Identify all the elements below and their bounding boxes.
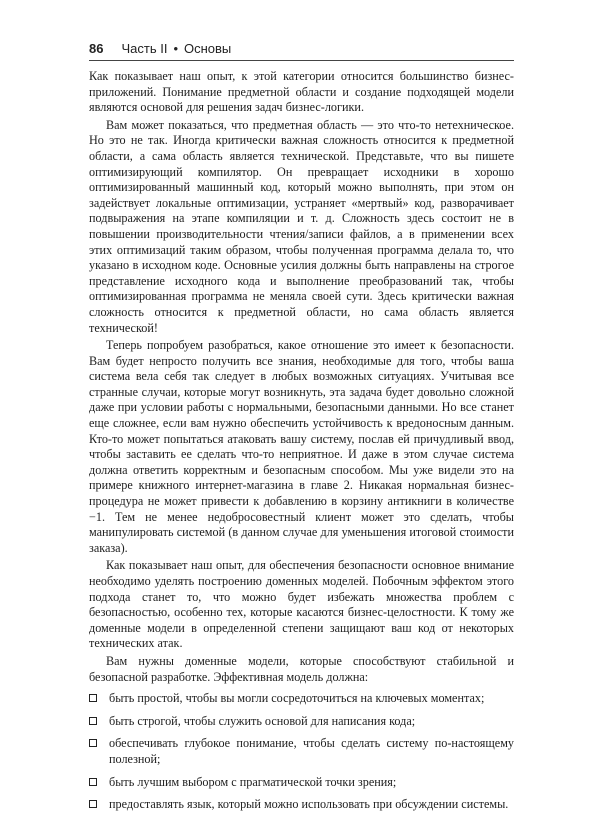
- body-text: [89, 69, 514, 820]
- paragraph-1: Как показывает наш опыт, к этой категории относится большинство бизнес-приложений. Понимание предметной области и создание подходящей модели являются основой для решения задач бизнес-логики.: [89, 69, 514, 115]
- checkbox-bullet-icon: [89, 778, 97, 786]
- list-item-text: предоставлять язык, который можно использовать при обсуждении системы.: [109, 797, 509, 812]
- list-item: [89, 775, 514, 791]
- checkbox-bullet-icon: [89, 800, 97, 808]
- list-item-text: быть строгой, чтобы служить основой для написания кода;: [109, 713, 416, 728]
- part-label: Часть II: [121, 41, 168, 56]
- model-requirements-list: [89, 691, 514, 813]
- running-title: [121, 41, 231, 60]
- list-item: [89, 797, 514, 813]
- list-item: [89, 736, 514, 767]
- checkbox-bullet-icon: [89, 694, 97, 702]
- paragraph-3: Теперь попробуем разобраться, какое отношение это имеет к безопасности. Вам будет непросто получить все знания, необходимые для того, чтобы ваша система вела себя так следует в любых возможных ситуациях. Учитывая все странные случаи, которые могут возникнуть, эта задача будет довольно сложной даже при условии работы с нормальными, безопасными данными. Но все станет еще сложнее, если вам нужно обеспечить устойчивость к вредоносным данным. Кто-то может попытаться атаковать вашу систему, послав ей причудливый ввод, чтобы заставить ее сделать что-то неприятное. И даже в этом случае система должна ответить корректным и безопасным способом. Мы уже видели это на примере книжного интернет-магазина в главе 2. Никакая нормальная бизнес-процедура не может привести к добавлению в корзину антикниги в количестве −1. Тем не менее недобросовестный клиент может это сделать, чтобы манипулировать системой (в данном случае для уменьшения итоговой стоимости заказа).: [89, 338, 514, 555]
- list-item: [89, 691, 514, 707]
- list-item: [89, 714, 514, 730]
- bullet-separator: •: [173, 41, 178, 56]
- checkbox-bullet-icon: [89, 739, 97, 747]
- list-item-text: быть лучшим выбором с прагматической точки зрения;: [109, 774, 397, 789]
- paragraph-4: Как показывает наш опыт, для обеспечения безопасности основное внимание необходимо уделять построению доменных моделей. Побочным эффектом этого подхода станет то, что можно будет избежать множества проблем с безопасностью, особенно тех, которые касаются бизнес-целостности. К тому же доменные модели в определенной степени защищают ваш код от некоторых технических атак.: [89, 558, 514, 651]
- page-number: 86: [89, 41, 104, 56]
- running-head: [89, 38, 514, 61]
- paragraph-5: Вам нужны доменные модели, которые способствуют стабильной и безопасной разработке. Эффективная модель должна:: [89, 653, 514, 684]
- list-item-text: обеспечивать глубокое понимание, чтобы сделать систему по-настоящему полезной;: [109, 736, 514, 766]
- checkbox-bullet-icon: [89, 717, 97, 725]
- list-item-text: быть простой, чтобы вы могли сосредоточиться на ключевых моментах;: [109, 691, 485, 706]
- section-label: Основы: [184, 41, 232, 56]
- paragraph-2: Вам может показаться, что предметная область — это что-то нетехническое. Но это не так. Иногда критически важная сложность относится к предметной области, а сама область является технической. Представьте, что вы пишете оптимизирующий компилятор. Он превращает исходники в хорошо оптимизированный машинный код, который можно выполнять, при этом он задействует локальные оптимизации, устраняет «мертвый» код, разворачивает подвыражения на этапе компиляции и т. д. Сложность здесь состоит не в повышении производительности чтения/записи файлов, а в применении всех этих оптимизаций таким образом, чтобы полученная программа делала то, что указано в исходном коде. Основные усилия должны быть направлены на строгое представление исходного кода и выполнение преобразований так, чтобы оптимизированная программа не меняла своей сути. Здесь критически важная сложность относится к предметной области, но сама область является технической!: [89, 117, 514, 335]
